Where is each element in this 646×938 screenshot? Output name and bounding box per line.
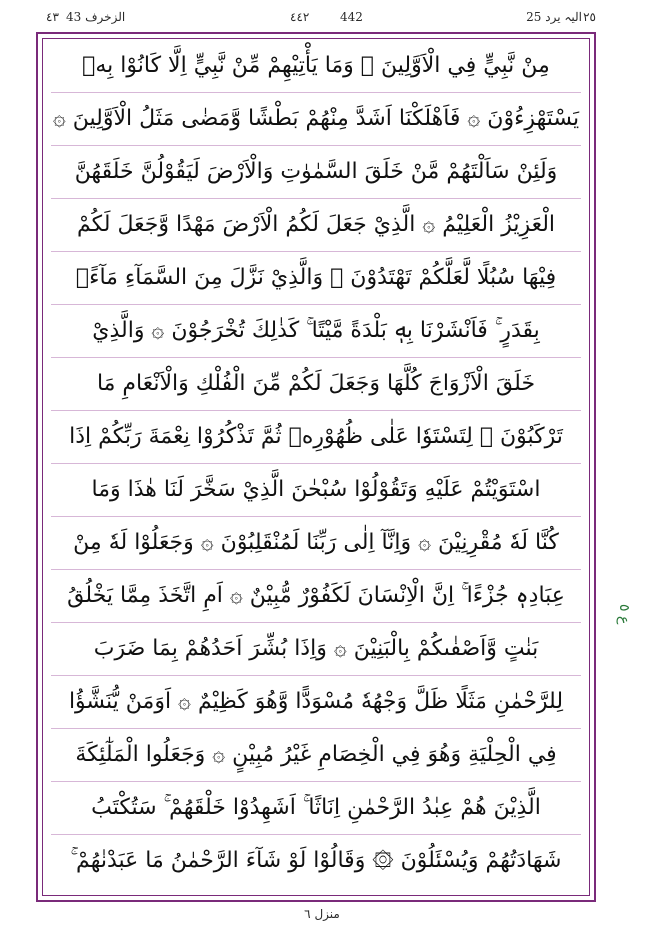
- text-line: مِنْ نَّبِيٍّ فِي الْاَوَّلِينَ ۞ وَمَا يَأْتِيْهِمْ مِّنْ نَّبِيٍّ اِلَّا كَانُوْا بِهٖ: [51, 39, 581, 93]
- text-line: كُنَّا لَهٗ مُقْرِنِيْنَ ۞ وَاِنَّآ اِلٰى رَبِّنَا لَمُنْقَلِبُوْنَ ۞ وَجَعَلُوْا لَهٗ مِنْ: [51, 516, 581, 570]
- page-number: 442: [340, 10, 363, 24]
- text-line: وَلَئِنْ سَاَلْتَهُمْ مَّنْ خَلَقَ السَّمٰوٰتِ وَالْاَرْضَ لَيَقُوْلُنَّ خَلَقَهُنَّ: [51, 145, 581, 199]
- page-header: [6, 4, 638, 32]
- text-line: بِقَدَرٍ ۚ فَاَنْشَرْنَا بِهٖ بَلْدَةً مَّيْتًا ۚ كَذٰلِكَ تُخْرَجُوْنَ ۞ وَالَّذِيْ: [51, 304, 581, 358]
- text-line: اسْتَوَيْتُمْ عَلَيْهِ وَتَقُوْلُوْا سُبْحٰنَ الَّذِيْ سَخَّرَ لَنَا هٰذَا وَمَا: [51, 463, 581, 517]
- text-line: يَسْتَهْزِءُوْنَ ۞ فَاَهْلَكْنَا اَشَدَّ مِنْهُمْ بَطْشًا وَّمَضٰى مَثَلُ الْاَوَّلِينَ ۞: [51, 92, 581, 146]
- text-line: فِي الْحِلْيَةِ وَهُوَ فِي الْخِصَامِ غَيْرُ مُبِيْنٍ ۞ وَجَعَلُوا الْمَلٰٓئِكَةَ: [51, 728, 581, 782]
- text-line: الَّذِيْنَ هُمْ عِبٰدُ الرَّحْمٰنِ اِنَاثًا ۚ اَشَهِدُوْا خَلْقَهُمْ ۚ سَتُكْتَبُ: [51, 781, 581, 835]
- text-line: تَرْكَبُوْنَ ۞ لِتَسْتَوٗا عَلٰى ظُهُوْرِهٖ ثُمَّ تَذْكُرُوْا نِعْمَةَ رَبِّكُمْ اِذَا: [51, 410, 581, 464]
- text-line: خَلَقَ الْاَزْوَاجَ كُلَّهَا وَجَعَلَ لَكُمْ مِّنَ الْفُلْكِ وَالْاَنْعَامِ مَا: [51, 357, 581, 411]
- text-line: الْعَزِيْزُ الْعَلِيْمُ ۞ الَّذِيْ جَعَلَ لَكُمُ الْاَرْضَ مَهْدًا وَّجَعَلَ لَكُمْ: [51, 198, 581, 252]
- text-line: عِبَادِهٖ جُزْءًا ۚ اِنَّ الْاِنْسَانَ لَكَفُوْرٌ مُّبِيْنٌ ۞ اَمِ اتَّخَذَ مِمَّا يَخْلُقُ: [51, 569, 581, 623]
- manzil-footer: منزل ٦: [304, 907, 340, 921]
- juz-number: ٢٥: [583, 10, 596, 24]
- quran-page: [6, 4, 638, 930]
- text-block: [42, 38, 590, 896]
- juz-label: 25 الیہ یرد: [526, 10, 582, 24]
- text-line: شَهَادَتُهُمْ وَيُسْئَلُوْنَ ۞ وَقَالُوْا لَوْ شَآءَ الرَّحْمٰنُ مَا عَبَدْنٰهُمْ ۚ: [70, 848, 562, 873]
- surah-number: ٤٣: [46, 10, 59, 24]
- text-line: بَنٰتٍ وَّاَصْفٰىكُمْ بِالْبَنِيْنَ ۞ وَاِذَا بُشِّرَ اَحَدُهُمْ بِمَا ضَرَبَ: [51, 622, 581, 676]
- page-number-arabic: ٤٤٢: [290, 10, 310, 24]
- text-line: لِلرَّحْمٰنِ مَثَلًا ظَلَّ وَجْهُهٗ مُسْوَدًّا وَّهُوَ كَظِيْمٌ ۞ اَوَمَنْ يُّنَشَّؤُا: [51, 675, 581, 729]
- text-line: فِيْهَا سُبُلًا لَّعَلَّكُمْ تَهْتَدُوْنَ ۞ وَالَّذِيْ نَزَّلَ مِنَ السَّمَآءِ مَآءًۢ: [51, 251, 581, 305]
- ruku-marker: ع ٥: [616, 603, 632, 625]
- text-frame: [36, 32, 596, 902]
- surah-label: 43 الزخرف: [66, 10, 126, 24]
